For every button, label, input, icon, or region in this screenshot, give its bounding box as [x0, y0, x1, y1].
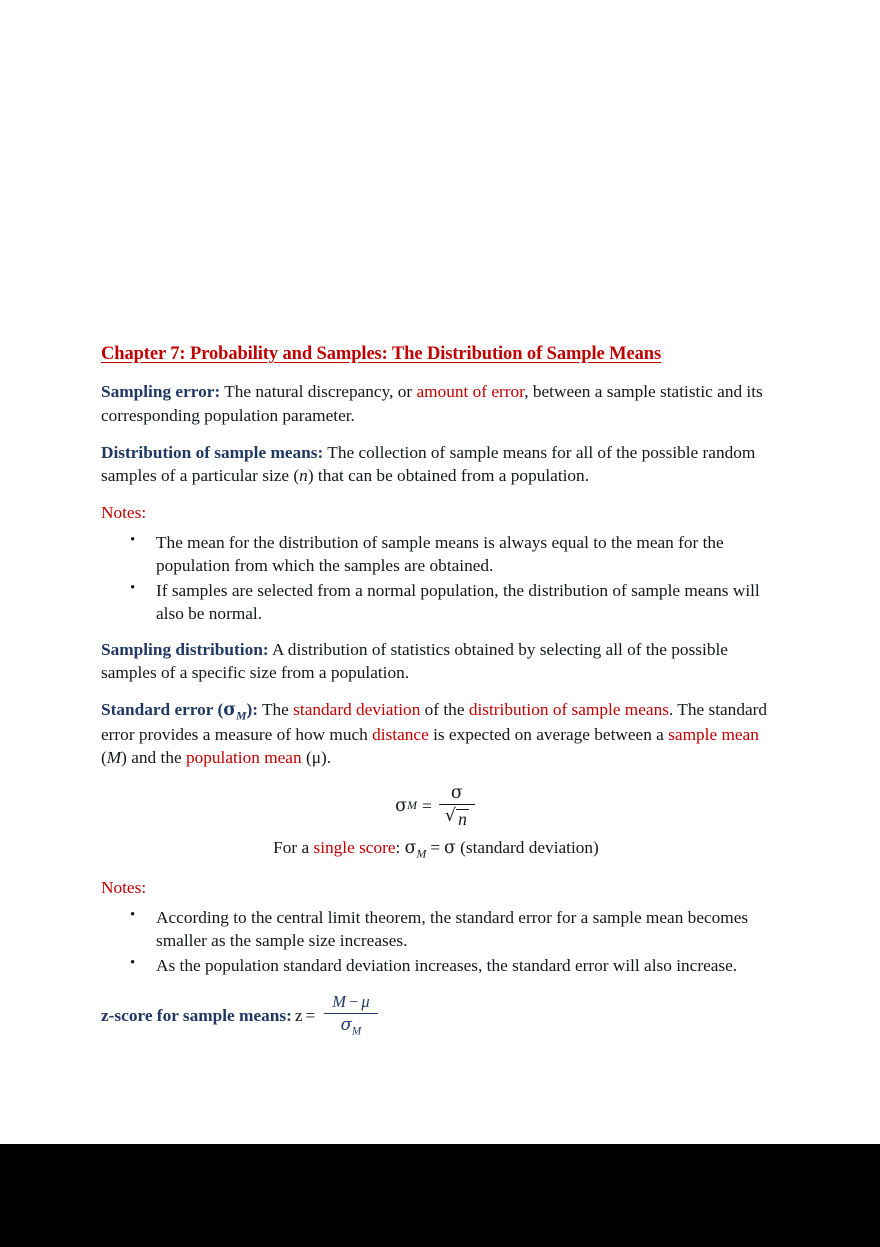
- se-text-2: of the: [420, 700, 469, 720]
- sampling-error-text-1: The natural discrepancy, or: [220, 382, 417, 402]
- paragraph-sampling-distribution: [101, 638, 771, 685]
- term-sampling-error: Sampling error:: [101, 382, 221, 402]
- notes-list-2: [101, 906, 771, 978]
- z-numerator-mu: μ: [361, 992, 370, 1012]
- formula-fraction: [439, 784, 475, 828]
- single-score-equals: =: [430, 837, 441, 857]
- se-highlight-1: standard deviation: [293, 700, 421, 720]
- sigma-symbol: σ: [223, 700, 236, 721]
- paragraph-distribution-of-sample-means: [101, 441, 771, 488]
- z-numerator: [324, 993, 377, 1013]
- z-equals: =: [305, 1005, 316, 1025]
- formula-denominator: [439, 804, 475, 828]
- formula-standard-error: [101, 784, 771, 828]
- se-text-6: ) and the: [121, 748, 186, 768]
- z-fraction: [324, 993, 377, 1038]
- se-text-1: The: [257, 700, 294, 720]
- formula-equals: =: [422, 795, 432, 816]
- se-text-5: (: [101, 748, 107, 768]
- formula-numerator-sigma: σ: [450, 783, 463, 804]
- se-term-pre: Standard error (: [101, 700, 224, 720]
- list-item: • If samples are selected from a normal population, the distribution of sample means will also be normal.: [156, 579, 771, 626]
- formula-z-score: [101, 993, 771, 1038]
- single-score-text-3: (standard deviation): [455, 837, 599, 857]
- single-score-sigma: σ: [404, 837, 417, 858]
- term-sampling-distribution: Sampling distribution:: [101, 639, 269, 659]
- notes-label-2: Notes:: [101, 878, 147, 898]
- list-item: • According to the central limit theorem, the standard error for a sample mean becomes smaller as the sample size increases.: [156, 906, 771, 953]
- sampling-error-highlight-1: amount of error: [416, 382, 525, 402]
- paragraph-sampling-error: [101, 380, 771, 427]
- se-highlight-2: distribution of sample means: [468, 700, 669, 720]
- dsm-italic-n: n: [299, 466, 308, 486]
- list-item: • The mean for the distribution of sample means is always equal to the mean for the population from which the samples are obtained.: [156, 531, 771, 578]
- dsm-text-1: The collection of sample means for all of the possible random samples of a particular size (: [101, 442, 756, 486]
- se-highlight-4: sample mean: [668, 724, 759, 744]
- se-text-3: . The standard error provides a measure of how much: [101, 700, 768, 744]
- sigma-subscript-m: M: [236, 709, 247, 723]
- single-score-text-2: :: [395, 837, 405, 857]
- notes-label-1: Notes:: [101, 502, 147, 522]
- z-denominator: [324, 1013, 377, 1038]
- document-body: [101, 343, 771, 1038]
- sampling-error-text-2: , between a sample statistic and its corresponding population parameter.: [101, 382, 763, 425]
- se-highlight-3: distance: [372, 724, 429, 744]
- radical-group: [445, 807, 469, 828]
- z-denominator-subscript-m: M: [351, 1025, 362, 1038]
- radical-sign-icon: √: [444, 805, 457, 826]
- single-score-text-1: For a: [273, 837, 314, 857]
- single-score-line: [101, 838, 771, 860]
- single-score-subscript-m: M: [416, 847, 427, 861]
- list-item: • As the population standard deviation increases, the standard error will also increase.: [156, 954, 771, 978]
- se-term-post: ):: [246, 700, 258, 720]
- page-title: [101, 343, 771, 365]
- term-z-score: z-score for sample means:: [101, 1005, 292, 1025]
- term-standard-error: [101, 700, 258, 723]
- notes-list-1: [101, 531, 771, 626]
- z-score-equation: [295, 993, 378, 1038]
- se-text-4: is expected on average between a: [428, 724, 669, 744]
- radicand-n: n: [458, 808, 467, 829]
- formula-lhs-sigma: σ: [395, 796, 408, 816]
- z-denominator-sigma: σ: [340, 1015, 352, 1035]
- z-numerator-m: M: [332, 992, 347, 1012]
- z-numerator-minus: −: [349, 992, 359, 1012]
- paragraph-standard-error: [101, 698, 771, 770]
- footer-black-bar: [0, 1144, 880, 1247]
- z-variable: z: [294, 1005, 303, 1025]
- formula-lhs-subscript-m: M: [407, 798, 418, 813]
- dsm-text-2: ) that can be obtained from a population.: [307, 466, 590, 486]
- se-italic-m: M: [106, 748, 122, 768]
- term-distribution-of-sample-means: Distribution of sample means:: [101, 442, 324, 462]
- sampling-distribution-text-1: A distribution of statistics obtained by selecting all of the possible samples of a specific size from a population.: [101, 639, 728, 683]
- formula-standard-error-row: [395, 784, 477, 828]
- single-score-highlight: single score: [313, 837, 396, 857]
- se-text-7: (μ).: [301, 748, 332, 768]
- single-score-sigma-2: σ: [444, 837, 456, 858]
- page-title-text: Chapter 7: Probability and Samples: The Distribution of Sample Means: [101, 344, 662, 364]
- se-highlight-5: population mean: [185, 748, 302, 768]
